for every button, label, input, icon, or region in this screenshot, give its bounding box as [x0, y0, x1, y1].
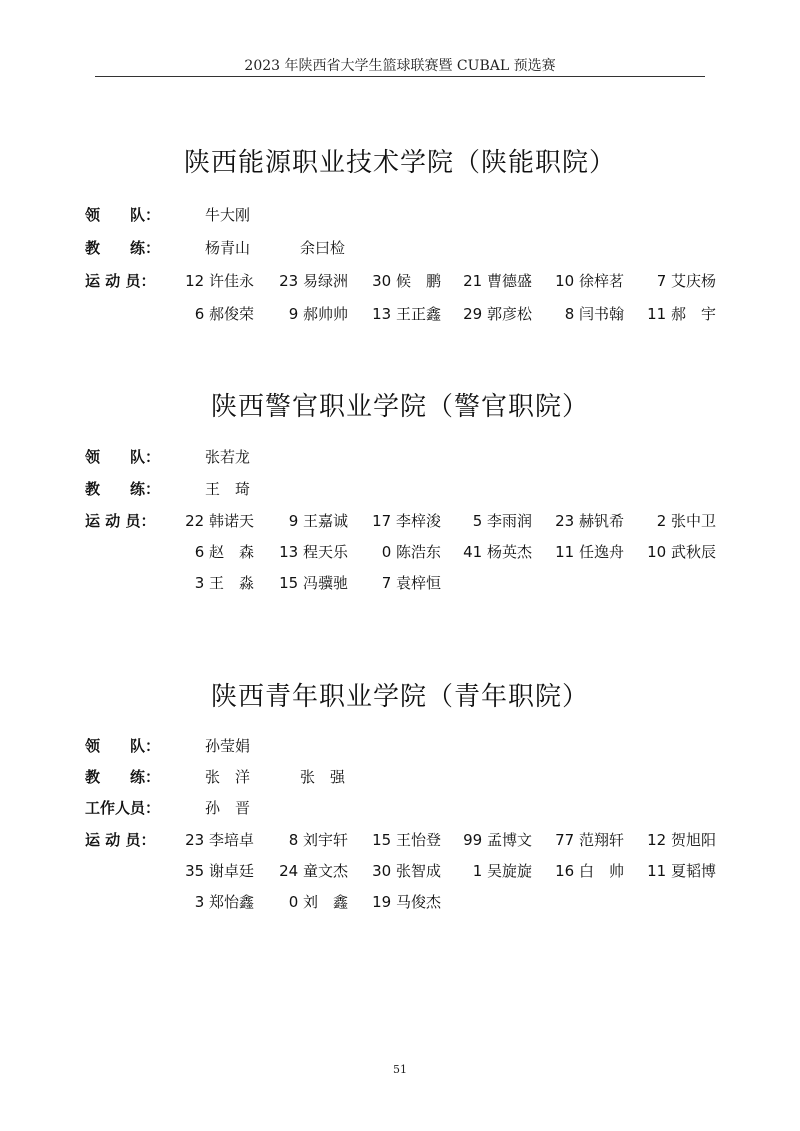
player: 17 李梓浚 [372, 512, 441, 530]
player: 6 赵 森 [194, 543, 254, 561]
player: 21 曹德盛 [463, 272, 532, 290]
player: 29 郭彦松 [463, 305, 532, 323]
player: 12 许佳永 [185, 272, 254, 290]
leader-name: 孙莹娟 [205, 737, 251, 755]
players-label: 运 动 员： [85, 272, 156, 290]
leader-name: 张若龙 [205, 448, 251, 466]
player: 16 白 帅 [555, 862, 624, 880]
player: 15 冯骥驰 [279, 574, 348, 592]
players-row [0, 270, 800, 294]
header-divider [95, 76, 705, 77]
player: 3 王 淼 [194, 574, 254, 592]
coach-row [0, 237, 800, 261]
players-row [0, 860, 800, 884]
player: 99 孟博文 [463, 831, 532, 849]
leader-row [0, 735, 800, 759]
staff-name: 孙 晋 [205, 799, 251, 817]
leader-row [0, 446, 800, 470]
player: 13 王正鑫 [372, 305, 441, 323]
leader-label: 领 队： [85, 448, 161, 466]
player: 6 郝俊荣 [194, 305, 254, 323]
player: 0 陈浩东 [381, 543, 441, 561]
player: 41 杨英杰 [463, 543, 532, 561]
coach-name: 张 洋 [205, 768, 251, 786]
coach-label: 教 练： [85, 480, 161, 498]
coach-row [0, 478, 800, 502]
team-title: 陕西能源职业技术学院（陕能职院） [183, 148, 616, 178]
player: 10 武秋辰 [647, 543, 716, 561]
players-row [0, 303, 800, 327]
leader-row [0, 204, 800, 228]
player: 1 吴旋旋 [472, 862, 532, 880]
player: 13 程天乐 [279, 543, 348, 561]
player: 10 徐梓茗 [555, 272, 624, 290]
coach-name: 杨青山 [205, 239, 251, 257]
player: 7 艾庆杨 [656, 272, 716, 290]
leader-name: 牛大刚 [205, 206, 251, 224]
player: 30 张智成 [372, 862, 441, 880]
player: 23 易绿洲 [279, 272, 348, 290]
players-row [0, 510, 800, 534]
player: 24 童文杰 [279, 862, 348, 880]
player: 30 候 鹏 [372, 272, 441, 290]
leader-label: 领 队： [85, 737, 161, 755]
player: 12 贺旭阳 [647, 831, 716, 849]
staff-row [0, 797, 800, 821]
player: 8 闫书翰 [564, 305, 624, 323]
player: 7 袁梓恒 [381, 574, 441, 592]
coach-label: 教 练： [85, 768, 161, 786]
document-header: 2023 年陕西省大学生篮球联赛暨 CUBAL 预选赛 [244, 58, 556, 74]
player: 8 刘宇轩 [288, 831, 348, 849]
player: 77 范翔轩 [555, 831, 624, 849]
player: 11 任逸舟 [555, 543, 624, 561]
player: 35 谢卓廷 [185, 862, 254, 880]
player: 23 李培卓 [185, 831, 254, 849]
players-row [0, 541, 800, 565]
player: 11 郝 宇 [647, 305, 716, 323]
players-label: 运 动 员： [85, 831, 156, 849]
team-title: 陕西青年职业学院（青年职院） [210, 682, 589, 712]
player: 2 张中卫 [656, 512, 716, 530]
player: 15 王怡登 [372, 831, 441, 849]
leader-label: 领 队： [85, 206, 161, 224]
coach-name: 张 强 [300, 768, 346, 786]
player: 9 郝帅帅 [288, 305, 348, 323]
player: 3 郑怡鑫 [194, 893, 254, 911]
staff-label: 工作人员： [85, 799, 161, 817]
coach-name: 余曰检 [300, 239, 346, 257]
player: 19 马俊杰 [372, 893, 441, 911]
player: 23 赫钒希 [555, 512, 624, 530]
players-row [0, 891, 800, 915]
coach-name: 王 琦 [205, 480, 251, 498]
coach-row [0, 766, 800, 790]
player: 22 韩诺天 [185, 512, 254, 530]
page-number: 51 [393, 1063, 407, 1076]
player: 9 王嘉诚 [288, 512, 348, 530]
players-row [0, 829, 800, 853]
player: 0 刘 鑫 [288, 893, 348, 911]
players-label: 运 动 员： [85, 512, 156, 530]
player: 11 夏韬博 [647, 862, 716, 880]
coach-label: 教 练： [85, 239, 161, 257]
team-title: 陕西警官职业学院（警官职院） [210, 392, 589, 422]
player: 5 李雨润 [472, 512, 532, 530]
players-row [0, 572, 800, 596]
